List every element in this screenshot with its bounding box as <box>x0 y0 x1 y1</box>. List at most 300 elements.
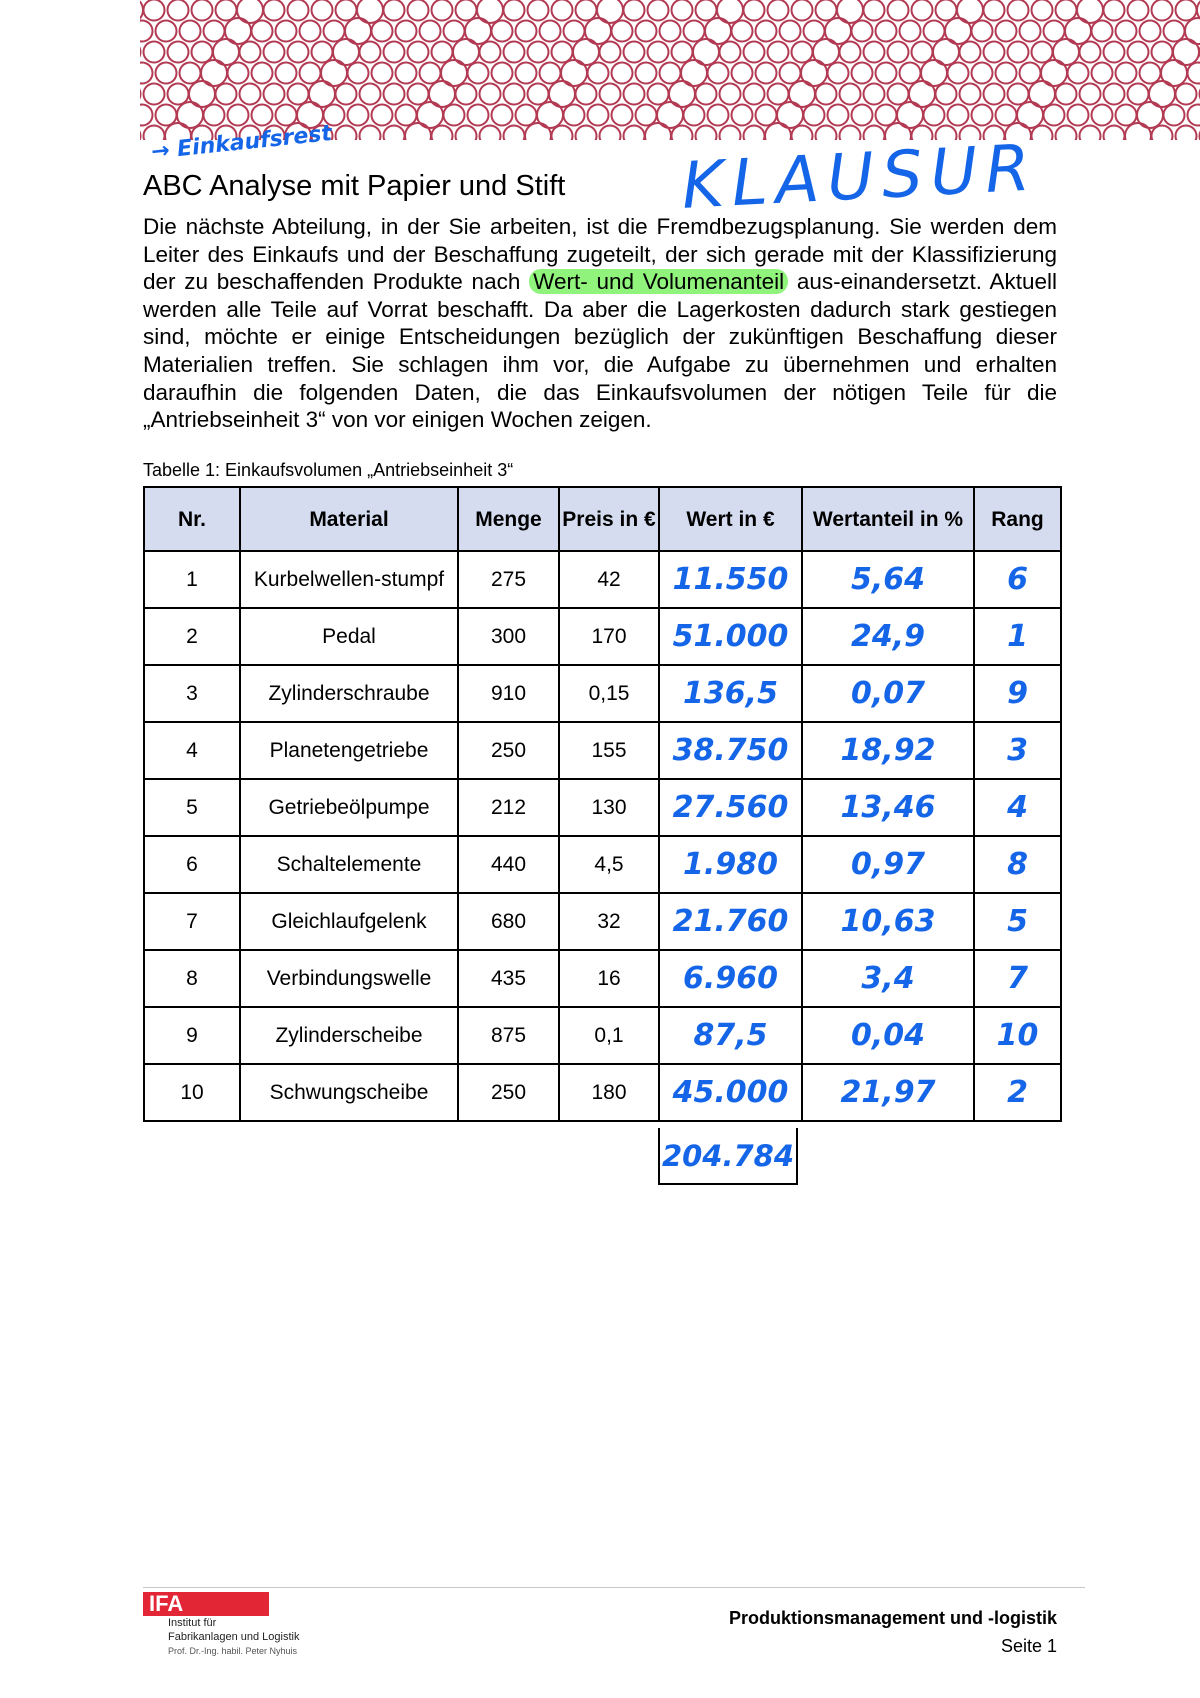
cell-material: Pedal <box>240 608 458 665</box>
pattern-circle <box>444 105 465 126</box>
pattern-circle <box>192 42 213 63</box>
pattern-circle <box>792 126 813 141</box>
header-wert: Wert in € <box>659 487 802 551</box>
pattern-circle <box>732 21 753 42</box>
pattern-circle <box>276 21 297 42</box>
cell-preis: 16 <box>559 950 659 1007</box>
pattern-circle <box>1080 84 1101 105</box>
pattern-circle <box>1092 63 1113 84</box>
pattern-circle <box>1077 0 1103 23</box>
pattern-circle <box>717 0 743 23</box>
pattern-circle <box>720 126 741 141</box>
pattern-circle <box>504 84 525 105</box>
pattern-circle <box>684 105 705 126</box>
cell-preis: 130 <box>559 779 659 836</box>
pattern-circle <box>168 84 189 105</box>
pattern-circle <box>912 0 933 21</box>
pattern-circle <box>408 84 429 105</box>
pattern-circle <box>708 63 729 84</box>
cell-rang: 7 <box>974 950 1061 1007</box>
cell-wertanteil: 0,04 <box>802 1007 974 1064</box>
cell-preis: 42 <box>559 551 659 608</box>
pattern-circle <box>300 63 321 84</box>
pattern-circle <box>1164 21 1185 42</box>
cell-nr: 8 <box>144 950 240 1007</box>
pattern-circle <box>180 21 201 42</box>
pattern-circle <box>156 21 177 42</box>
pattern-circle <box>960 84 981 105</box>
cell-material: Getriebeölpumpe <box>240 779 458 836</box>
pattern-circle <box>876 105 897 126</box>
pattern-circle <box>780 21 801 42</box>
pattern-circle <box>252 21 273 42</box>
cell-preis: 180 <box>559 1064 659 1121</box>
institute-line-1: Institut für <box>168 1617 217 1629</box>
pattern-circle <box>1020 63 1041 84</box>
pattern-circle <box>552 42 573 63</box>
table-row <box>144 779 1061 836</box>
intro-paragraph <box>143 213 1057 434</box>
pattern-circle <box>888 0 909 21</box>
table-row <box>144 608 1061 665</box>
pattern-circle <box>684 21 705 42</box>
pattern-circle <box>864 0 885 21</box>
pattern-circle <box>1152 0 1173 21</box>
pattern-circle <box>264 42 285 63</box>
pattern-circle <box>924 21 945 42</box>
pattern-circle <box>744 42 765 63</box>
cell-material: Planetengetriebe <box>240 722 458 779</box>
pattern-circle <box>624 42 645 63</box>
pattern-circle <box>168 0 189 21</box>
pattern-circle <box>528 42 549 63</box>
pattern-circle <box>864 84 885 105</box>
pattern-circle <box>384 126 405 141</box>
pattern-circle <box>816 126 837 141</box>
pattern-circle <box>1068 63 1089 84</box>
cell-menge: 680 <box>458 893 559 950</box>
pattern-circle <box>840 126 861 141</box>
cell-nr: 10 <box>144 1064 240 1121</box>
table-caption: Tabelle 1: Einkaufsvolumen „Antriebseinheit 3“ <box>143 460 514 480</box>
pattern-circle <box>504 126 525 141</box>
pattern-circle <box>576 126 597 141</box>
pattern-circle <box>384 42 405 63</box>
pattern-circle <box>1176 84 1197 105</box>
pattern-circle <box>372 63 393 84</box>
pattern-circle <box>504 0 525 21</box>
cell-wertanteil: 0,97 <box>802 836 974 893</box>
pattern-circle <box>1152 126 1173 141</box>
pattern-circle <box>576 84 597 105</box>
pattern-circle <box>1008 42 1029 63</box>
pattern-circle <box>612 63 633 84</box>
intro-text-end: aus-einandersetzt. Aktuell werden alle Teile auf Vorrat beschafft. Da aber die Lagerkosten dadurch stark gestiegen sind, möchte er einige Entscheidungen bezüglich der zukünftigen Beschaffung dieser Materialien treffen. Sie schlagen ihm vor, die Aufgabe zu übernehmen und erhalten daraufhin die folgenden Daten, die das Einkaufsvolumen der nötigen Teile für die „Antriebseinheit 3“ von vor einigen Wochen zeigen. <box>143 269 1057 433</box>
cell-material: Kurbelwellen-stumpf <box>240 551 458 608</box>
pattern-circle <box>432 0 453 21</box>
pattern-circle <box>852 21 873 42</box>
footer-divider <box>143 1587 1085 1588</box>
pattern-circle <box>1128 42 1149 63</box>
pattern-circle <box>636 105 657 126</box>
intro-text-start: Die nächste Abteilung, in der Sie arbeiten, ist die Fremdbezugsplanung. Sie werden dem Leiter des Einkaufs und der Beschaffung zugeteilt, der sich gerade mit der Klassifizierung der zu beschaffenden Produkte nach <box>143 214 1057 295</box>
pattern-circle <box>480 42 501 63</box>
cell-wertanteil: 24,9 <box>802 608 974 665</box>
header-wertanteil: Wertanteil in % <box>802 487 974 551</box>
pattern-circle <box>1116 21 1137 42</box>
pattern-circle <box>960 42 981 63</box>
pattern-circle <box>816 84 837 105</box>
pattern-circle <box>828 105 849 126</box>
cell-nr: 5 <box>144 779 240 836</box>
pattern-circle <box>516 21 537 42</box>
pattern-circle <box>396 105 417 126</box>
pattern-circle <box>837 0 863 23</box>
pattern-circle <box>396 63 417 84</box>
pattern-circle <box>1125 123 1151 140</box>
pattern-circle <box>360 42 381 63</box>
pattern-circle <box>672 126 693 141</box>
pattern-circle <box>360 84 381 105</box>
pattern-circle <box>468 63 489 84</box>
pattern-circle <box>732 105 753 126</box>
purchase-volume-table <box>143 486 1062 1122</box>
cell-rang: 4 <box>974 779 1061 836</box>
pattern-circle <box>1044 105 1065 126</box>
professor-name: Prof. Dr.-Ing. habil. Peter Nyhuis <box>168 1646 298 1656</box>
pattern-circle <box>744 84 765 105</box>
pattern-circle <box>756 21 777 42</box>
table-row <box>144 836 1061 893</box>
header-menge: Menge <box>458 487 559 551</box>
pattern-circle <box>372 21 393 42</box>
cell-menge: 440 <box>458 836 559 893</box>
pattern-circle <box>168 42 189 63</box>
pattern-circle <box>180 63 201 84</box>
cell-menge: 910 <box>458 665 559 722</box>
pattern-circle <box>948 63 969 84</box>
table-row <box>144 1007 1061 1064</box>
pattern-circle <box>348 105 369 126</box>
pattern-circle <box>1176 0 1197 21</box>
pattern-circle <box>636 21 657 42</box>
pattern-circle <box>312 0 333 21</box>
pattern-circle <box>312 42 333 63</box>
cell-nr: 7 <box>144 893 240 950</box>
pattern-circle <box>140 105 153 126</box>
pattern-circle <box>828 63 849 84</box>
handwritten-note: → Einkaufsrest <box>150 121 334 165</box>
pattern-circle <box>804 21 825 42</box>
pattern-circle <box>1056 126 1077 141</box>
pattern-circle <box>768 84 789 105</box>
pattern-circle <box>1044 21 1065 42</box>
cell-menge: 435 <box>458 950 559 1007</box>
pattern-circle <box>528 0 549 21</box>
pattern-circle <box>276 105 297 126</box>
pattern-circle <box>597 0 623 23</box>
pattern-circle <box>1092 21 1113 42</box>
cell-wertanteil: 10,63 <box>802 893 974 950</box>
pattern-circle <box>1176 126 1197 141</box>
pattern-circle <box>1188 63 1200 84</box>
pattern-circle <box>1128 0 1149 21</box>
pattern-circle <box>444 21 465 42</box>
pattern-circle <box>765 123 791 140</box>
pattern-circle <box>588 105 609 126</box>
cell-wertanteil: 21,97 <box>802 1064 974 1121</box>
cell-wertanteil: 5,64 <box>802 551 974 608</box>
pattern-circle <box>972 105 993 126</box>
cell-wertanteil: 3,4 <box>802 950 974 1007</box>
pattern-circle <box>405 123 431 140</box>
cell-preis: 0,15 <box>559 665 659 722</box>
pattern-circle <box>348 63 369 84</box>
cell-rang: 8 <box>974 836 1061 893</box>
pattern-circle <box>996 21 1017 42</box>
pattern-circle <box>576 0 597 21</box>
pattern-circle <box>912 42 933 63</box>
pattern-circle <box>900 21 921 42</box>
pattern-circle <box>756 105 777 126</box>
pattern-circle <box>996 105 1017 126</box>
pattern-circle <box>924 105 945 126</box>
pattern-circle <box>264 0 285 21</box>
pattern-circle <box>156 63 177 84</box>
pattern-circle <box>492 21 513 42</box>
highlighted-term: Wert- und Volumenanteil <box>529 269 788 294</box>
pattern-circle <box>792 0 813 21</box>
pattern-circle <box>336 0 357 21</box>
cell-nr: 6 <box>144 836 240 893</box>
cell-wert: 136,5 <box>659 665 802 722</box>
pattern-circle <box>624 126 645 141</box>
pattern-circle <box>816 0 837 21</box>
pattern-circle <box>516 105 537 126</box>
pattern-circle <box>1104 126 1125 141</box>
pattern-circle <box>552 0 573 21</box>
pattern-circle <box>408 42 429 63</box>
pattern-circle <box>1068 105 1089 126</box>
pattern-circle <box>648 42 669 63</box>
pattern-circle <box>432 42 453 63</box>
pattern-circle <box>876 63 897 84</box>
pattern-circle <box>888 42 909 63</box>
pattern-circle <box>624 0 645 21</box>
pattern-circle <box>432 126 453 141</box>
cell-wert: 51.000 <box>659 608 802 665</box>
pattern-circle <box>384 0 405 21</box>
pattern-circle <box>648 84 669 105</box>
institute-line-2: Fabrikanlagen und Logistik <box>168 1631 300 1643</box>
pattern-circle <box>1104 42 1125 63</box>
pattern-circle <box>660 63 681 84</box>
logo-mark: IFA <box>143 1592 269 1616</box>
pattern-circle <box>1116 105 1137 126</box>
pattern-circle <box>360 126 381 141</box>
pattern-circle <box>396 21 417 42</box>
pattern-circle <box>708 105 729 126</box>
cell-material: Zylinderschraube <box>240 665 458 722</box>
pattern-circle <box>372 105 393 126</box>
pattern-circle <box>480 84 501 105</box>
pattern-circle <box>936 0 957 21</box>
pattern-circle <box>528 84 549 105</box>
pattern-circle <box>744 126 765 141</box>
pattern-circle <box>564 21 585 42</box>
pattern-circle <box>636 63 657 84</box>
pattern-circle <box>660 21 681 42</box>
pattern-circle <box>744 0 765 21</box>
pattern-circle <box>1164 105 1185 126</box>
pattern-circle <box>216 84 237 105</box>
pattern-circle <box>144 84 165 105</box>
cell-wert: 11.550 <box>659 551 802 608</box>
pattern-circle <box>840 42 861 63</box>
pattern-circle <box>140 42 141 63</box>
pattern-circle <box>552 126 573 141</box>
cell-menge: 250 <box>458 1064 559 1121</box>
table-row <box>144 665 1061 722</box>
pattern-circle <box>1140 63 1161 84</box>
pattern-circle <box>216 0 237 21</box>
total-value: 204.784 <box>658 1128 798 1185</box>
pattern-circle <box>600 42 621 63</box>
cell-preis: 155 <box>559 722 659 779</box>
pattern-circle <box>1104 84 1125 105</box>
pattern-circle <box>1128 84 1149 105</box>
pattern-circle <box>672 0 693 21</box>
pattern-circle <box>984 84 1005 105</box>
pattern-circle <box>228 63 249 84</box>
pattern-circle <box>900 63 921 84</box>
cell-wertanteil: 0,07 <box>802 665 974 722</box>
pattern-circle <box>240 42 261 63</box>
pattern-circle <box>288 0 309 21</box>
pattern-circle <box>948 105 969 126</box>
pattern-circle <box>1104 0 1125 21</box>
cell-preis: 170 <box>559 608 659 665</box>
pattern-circle <box>1032 42 1053 63</box>
pattern-circle <box>876 21 897 42</box>
pattern-circle <box>756 63 777 84</box>
pattern-circle <box>852 63 873 84</box>
pattern-circle <box>336 84 357 105</box>
cell-nr: 2 <box>144 608 240 665</box>
pattern-circle <box>984 0 1005 21</box>
header-rang: Rang <box>974 487 1061 551</box>
pattern-circle <box>936 84 957 105</box>
cell-material: Schwungscheibe <box>240 1064 458 1121</box>
pattern-circle <box>237 0 263 23</box>
pattern-circle <box>780 63 801 84</box>
pattern-circle <box>228 105 249 126</box>
pattern-circle <box>204 105 225 126</box>
pattern-circle <box>588 63 609 84</box>
pattern-circle <box>492 105 513 126</box>
cell-wert: 38.750 <box>659 722 802 779</box>
header-material: Material <box>240 487 458 551</box>
cell-rang: 1 <box>974 608 1061 665</box>
cell-wert: 45.000 <box>659 1064 802 1121</box>
pattern-circle <box>420 21 441 42</box>
table-row <box>144 950 1061 1007</box>
cell-material: Zylinderscheibe <box>240 1007 458 1064</box>
pattern-circle <box>768 0 789 21</box>
cell-preis: 4,5 <box>559 836 659 893</box>
pattern-circle <box>525 123 551 140</box>
cell-rang: 2 <box>974 1064 1061 1121</box>
header-nr: Nr. <box>144 487 240 551</box>
pattern-circle <box>1140 21 1161 42</box>
pattern-circle <box>140 63 153 84</box>
pattern-circle <box>864 126 885 141</box>
pattern-circle <box>140 84 141 105</box>
cell-nr: 1 <box>144 551 240 608</box>
pattern-circle <box>288 42 309 63</box>
pattern-circle <box>1008 0 1029 21</box>
pattern-circle <box>840 84 861 105</box>
cell-preis: 32 <box>559 893 659 950</box>
pattern-circle <box>1032 0 1053 21</box>
pattern-circle <box>477 0 503 23</box>
pattern-circle <box>540 63 561 84</box>
pattern-circle <box>408 0 429 21</box>
table-row <box>144 893 1061 950</box>
pattern-circle <box>1020 21 1041 42</box>
pattern-circle <box>140 21 153 42</box>
pattern-circle <box>1116 63 1137 84</box>
pattern-circle <box>140 126 141 141</box>
cell-wert: 21.760 <box>659 893 802 950</box>
pattern-circle <box>456 0 477 21</box>
pattern-circle <box>144 42 165 63</box>
pattern-circle <box>480 126 501 141</box>
pattern-circle <box>972 63 993 84</box>
pattern-circle <box>696 126 717 141</box>
cell-menge: 250 <box>458 722 559 779</box>
page-number: Seite 1 <box>1000 1636 1057 1656</box>
pattern-circle <box>276 63 297 84</box>
pattern-circle <box>324 21 345 42</box>
pattern-circle <box>732 63 753 84</box>
pattern-circle <box>957 0 983 23</box>
pattern-circle <box>264 84 285 105</box>
pattern-circle <box>624 84 645 105</box>
cell-rang: 10 <box>974 1007 1061 1064</box>
header-preis: Preis in € <box>559 487 659 551</box>
table-row <box>144 722 1061 779</box>
pattern-circle <box>672 42 693 63</box>
pattern-circle <box>420 63 441 84</box>
cell-nr: 9 <box>144 1007 240 1064</box>
pattern-circle <box>564 105 585 126</box>
table-row <box>144 1064 1061 1121</box>
table-header-row <box>144 487 1061 551</box>
pattern-circle <box>612 105 633 126</box>
cell-preis: 0,1 <box>559 1007 659 1064</box>
pattern-circle <box>804 105 825 126</box>
cell-nr: 3 <box>144 665 240 722</box>
cell-menge: 875 <box>458 1007 559 1064</box>
cell-rang: 5 <box>974 893 1061 950</box>
cell-material: Verbindungswelle <box>240 950 458 1007</box>
pattern-circle <box>1008 84 1029 105</box>
pattern-circle <box>696 84 717 105</box>
pattern-circle <box>336 126 357 141</box>
pattern-circle <box>540 21 561 42</box>
cell-wertanteil: 18,92 <box>802 722 974 779</box>
